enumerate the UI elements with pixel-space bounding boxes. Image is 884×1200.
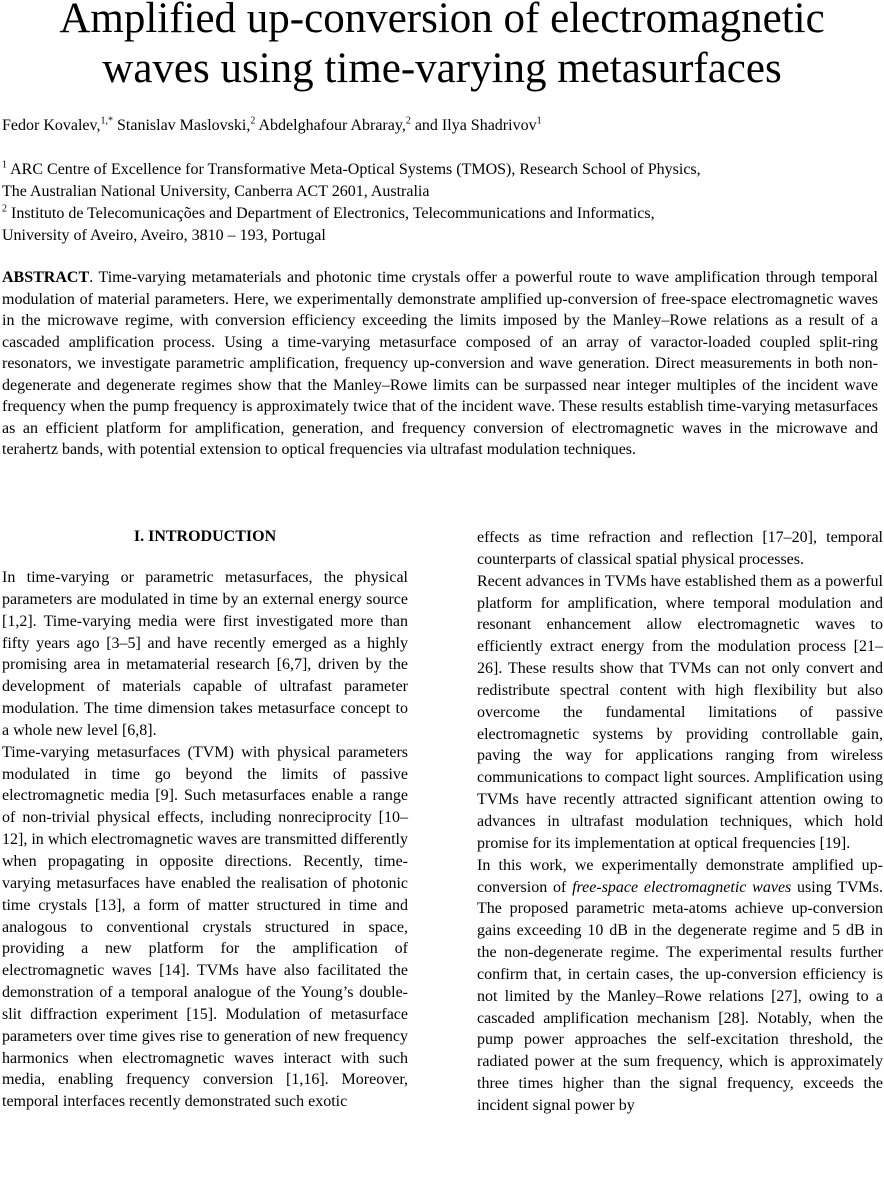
author-affiliation-mark: 1,* xyxy=(100,115,113,127)
abstract-label: ABSTRACT xyxy=(2,269,90,286)
affiliation-mark: 1 xyxy=(2,159,7,171)
body-paragraph: In time-varying or parametric metasurfaces, the physical parameters are modulated in time by an external energy source [1,2]. Time-varying media were first investigated more than fifty years ago [3–5] and have recently emerged as a highly promising area in metamaterial research [6,7], driven by the development of materials capable of ultrafast parameter modulation. The time dimension takes metasurface concept to a whole new level [6,8]. xyxy=(2,569,408,739)
body-paragraph xyxy=(477,855,883,1117)
affiliation-1 xyxy=(2,159,701,203)
affiliation-line: Instituto de Telecomunicações and Department of Electronics, Telecommunications and Informatics, xyxy=(7,205,655,222)
affiliation-line: University of Aveiro, Aveiro, 3810 – 193, Portugal xyxy=(2,227,326,244)
affiliation-mark: 2 xyxy=(2,203,7,215)
abstract-text: . Time-varying metamaterials and photonic time crystals offer a powerful route to wave amplification through temporal modulation of material parameters. Here, we experimentally demonstrate amplified up-conversion of free-space electromagnetic waves in the microwave regime, with conversion efficiency exceeding the limits imposed by the Manley–Rowe relations as a result of a cascaded amplification process. Using a time-varying metasurface composed of an array of varactor-loaded coupled split-ring resonators, we investigate parametric amplification, frequency up-conversion and wave generation. Direct measurements in both non-degenerate and degenerate regimes show that the Manley–Rowe limits can be surpassed near integer multiples of the incident wave frequency when the pump frequency is approximately twice that of the incident wave. These results establish time-varying metasurfaces as an efficient platform for amplification, generation, and frequency conversion of electromagnetic waves in the microwave and terahertz bands, with potential extension to optical frequencies via ultrafast modulation techniques. xyxy=(2,269,878,458)
author-affiliation-mark: 2 xyxy=(405,115,411,127)
left-column xyxy=(2,526,408,1113)
author-name: and Ilya Shadrivov xyxy=(410,117,537,134)
paragraph-text: using TVMs. The proposed parametric meta-atoms achieve up-conversion gains exceeding 10 dB in the degenerate regime and 5 dB in the non-degenerate regime. The experimental results further confirm that, in certain cases, the up-conversion efficiency is not limited by the Manley–Rowe relations [27], owing to a cascaded amplification mechanism [28]. Notably, when the pump power approaches the self-excitation threshold, the radiated power at the sum frequency, which is approximately three times higher than the signal frequency, exceeds the incident signal power by xyxy=(477,878,884,1114)
body-paragraph: Recent advances in TVMs have established them as a powerful platform for amplification, where temporal modulation and resonant enhancement allow electromagnetic waves to efficiently extract energy from the modulation process [21–26]. These results show that TVMs can not only convert and redistribute spectral content with high flexibility but also overcome the fundamental limitations of passive electromagnetic systems by providing controllable gain, paving the way for applications ranging from wireless communications to compact light sources. Amplification using TVMs have recently attracted significant attention owing to advances in ultrafast modulation techniques, which hold promise for its implementation at optical frequencies [19]. xyxy=(477,572,883,852)
body-paragraph: Time-varying metasurfaces (TVM) with physical parameters modulated in time go beyond the limits of passive electromagnetic media [9]. Such metasurfaces enable a range of non-trivial physical effects, including nonreciprocity [10–12], in which electromagnetic waves are transmitted differently when propagating in opposite directions. Recently, time-varying metasurfaces have enabled the realisation of photonic time crystals [13], a form of matter structured in time and analogous to conventional crystals structured in space, providing a new platform for the amplification of electromagnetic waves [14]. TVMs have also facilitated the demonstration of a temporal analogue of the Young’s double-slit diffraction experiment [15]. Modulation of metasurface parameters over time gives rise to generation of new frequency harmonics when electromagnetic waves interact with such media, enabling frequency conversion [1,16]. Moreover, temporal interfaces recently demonstrated such exotic xyxy=(2,743,408,1111)
body-paragraph: effects as time refraction and reflection [17–20], temporal counterparts of classical spatial physical processes. xyxy=(477,529,883,568)
paragraph-text: In this work, we experimentally demonstrate amplified up-conversion of xyxy=(477,856,883,896)
author-affiliation-mark: 1 xyxy=(536,115,542,127)
section-heading: I. INTRODUCTION xyxy=(133,528,277,545)
title-line-2: waves using time-varying metasurfaces xyxy=(102,45,782,92)
affiliation-2 xyxy=(2,203,655,247)
author-name: Stanislav Maslovski, xyxy=(113,117,251,134)
author-name: Abdelghafour Abraray, xyxy=(255,117,406,134)
affiliation-line: The Australian National University, Canberra ACT 2601, Australia xyxy=(2,183,430,200)
author-name: Fedor Kovalev, xyxy=(2,117,101,134)
emphasis-text: free-space electromagnetic waves xyxy=(572,878,792,896)
paper-title xyxy=(0,0,884,94)
author-list xyxy=(2,115,542,137)
right-column xyxy=(477,527,883,1117)
affiliation-line: ARC Centre of Excellence for Transformative Meta-Optical Systems (TMOS), Research School of Physics, xyxy=(7,161,701,178)
title-line-1: Amplified up-conversion of electromagnetic xyxy=(59,0,825,42)
abstract xyxy=(2,267,878,461)
author-affiliation-mark: 2 xyxy=(250,115,256,127)
